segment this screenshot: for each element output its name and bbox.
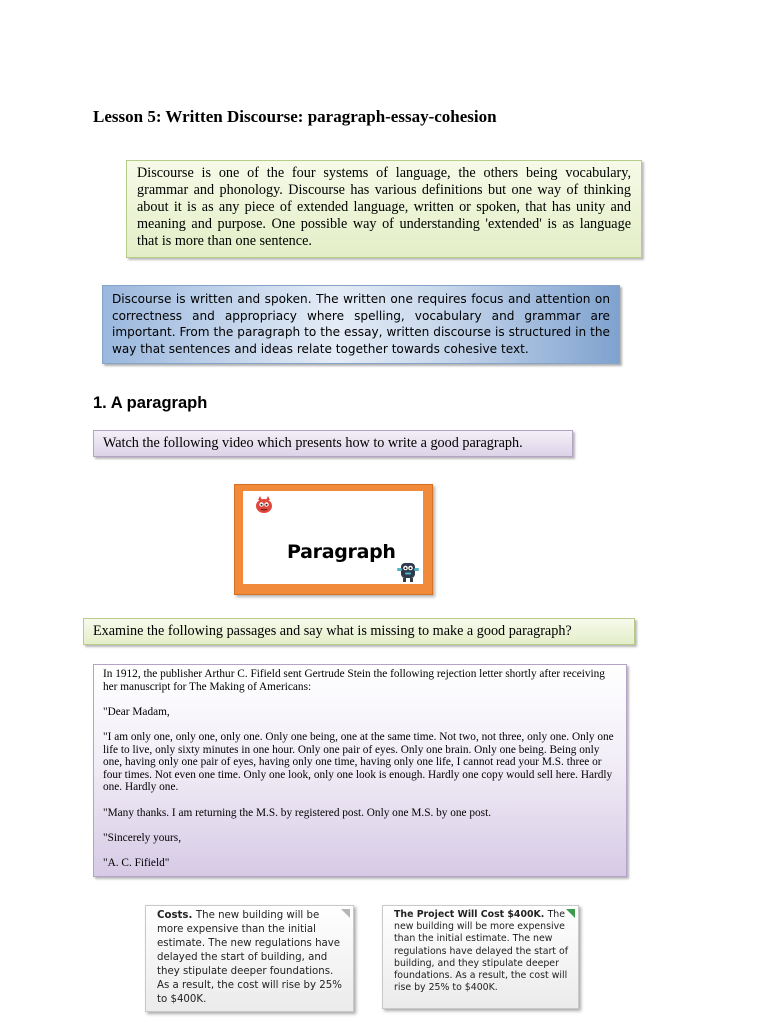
video-thumbnail[interactable] <box>234 484 433 595</box>
card-corner-marker <box>341 909 350 918</box>
letter-paragraph: "Sincerely yours, <box>103 831 182 844</box>
lesson-title: Lesson 5: Written Discourse: paragraph-essay-cohesion <box>93 107 497 126</box>
red-monster-icon <box>252 492 276 516</box>
video-instruction-box: Watch the following video which presents how to write a good paragraph. <box>93 430 573 457</box>
example-paragraph-card-costs <box>145 905 354 1012</box>
video-title: Paragraph <box>287 541 396 563</box>
section-heading-paragraph: 1. A paragraph <box>93 394 208 412</box>
written-discourse-box: Discourse is written and spoken. The written one requires focus and attention on correctness and appropriacy where spelling, vocabulary and grammar are important. From the paragraph to the essay, written discourse is structured in the way that sentences and ideas relate together towards cohesive text. <box>102 285 620 364</box>
letter-paragraph: "I am only one, only one, only one. Only one being, one at the same time. Not two, not three, only one. Only one life to live, only sixty minutes in one hour. Only one pair of eyes. Only one brain. Only one being. Being only one, having only one pair of eyes, having only one time, having only one life, I cannot read your M.S. three or four times. Not even one time. Only one look, only one look is enough. Hardly one copy would sell here. Hardly one. Hardly one. <box>103 730 614 794</box>
example-paragraph-card-project <box>382 905 579 1009</box>
letter-paragraph: "A. C. Fifield" <box>103 856 170 869</box>
letter-paragraph: In 1912, the publisher Arthur C. Fifield sent Gertrude Stein the following rejection letter shortly after receiving her manuscript for The Making of Americans: <box>103 668 605 693</box>
navy-monster-icon <box>395 558 421 584</box>
letter-paragraph: "Dear Madam, <box>103 705 170 718</box>
rejection-letter-passage <box>93 664 627 877</box>
intro-box: Discourse is one of the four systems of language, the others being vocabulary, grammar and phonology. Discourse has various definitions but one way of thinking about it is as any piece of extended language, written or spoken, that has unity and meaning and purpose. One possible way of understanding 'extended' is as language that is more than one sentence. <box>126 160 642 258</box>
card-heading: Costs. <box>157 910 196 921</box>
examine-instruction-box: Examine the following passages and say what is missing to make a good paragraph? <box>83 618 635 645</box>
card-corner-marker <box>566 909 575 918</box>
letter-paragraph: "Many thanks. I am returning the M.S. by registered post. Only one M.S. by one post. <box>103 806 492 819</box>
card-body: The new building will be more expensive than the initial estimate. The new regulations have delayed the start of building, and they stipulate deeper foundations. As a result, the cost will rise by 25% to $400K. <box>394 909 568 994</box>
card-body: The new building will be more expensive than the initial estimate. The new regulations have delayed the start of building, and they stipulate deeper foundations. As a result, the cost will rise by 25% to $400K. <box>157 910 342 1005</box>
video-screen <box>243 491 423 584</box>
card-heading: The Project Will Cost $400K. <box>394 909 548 920</box>
